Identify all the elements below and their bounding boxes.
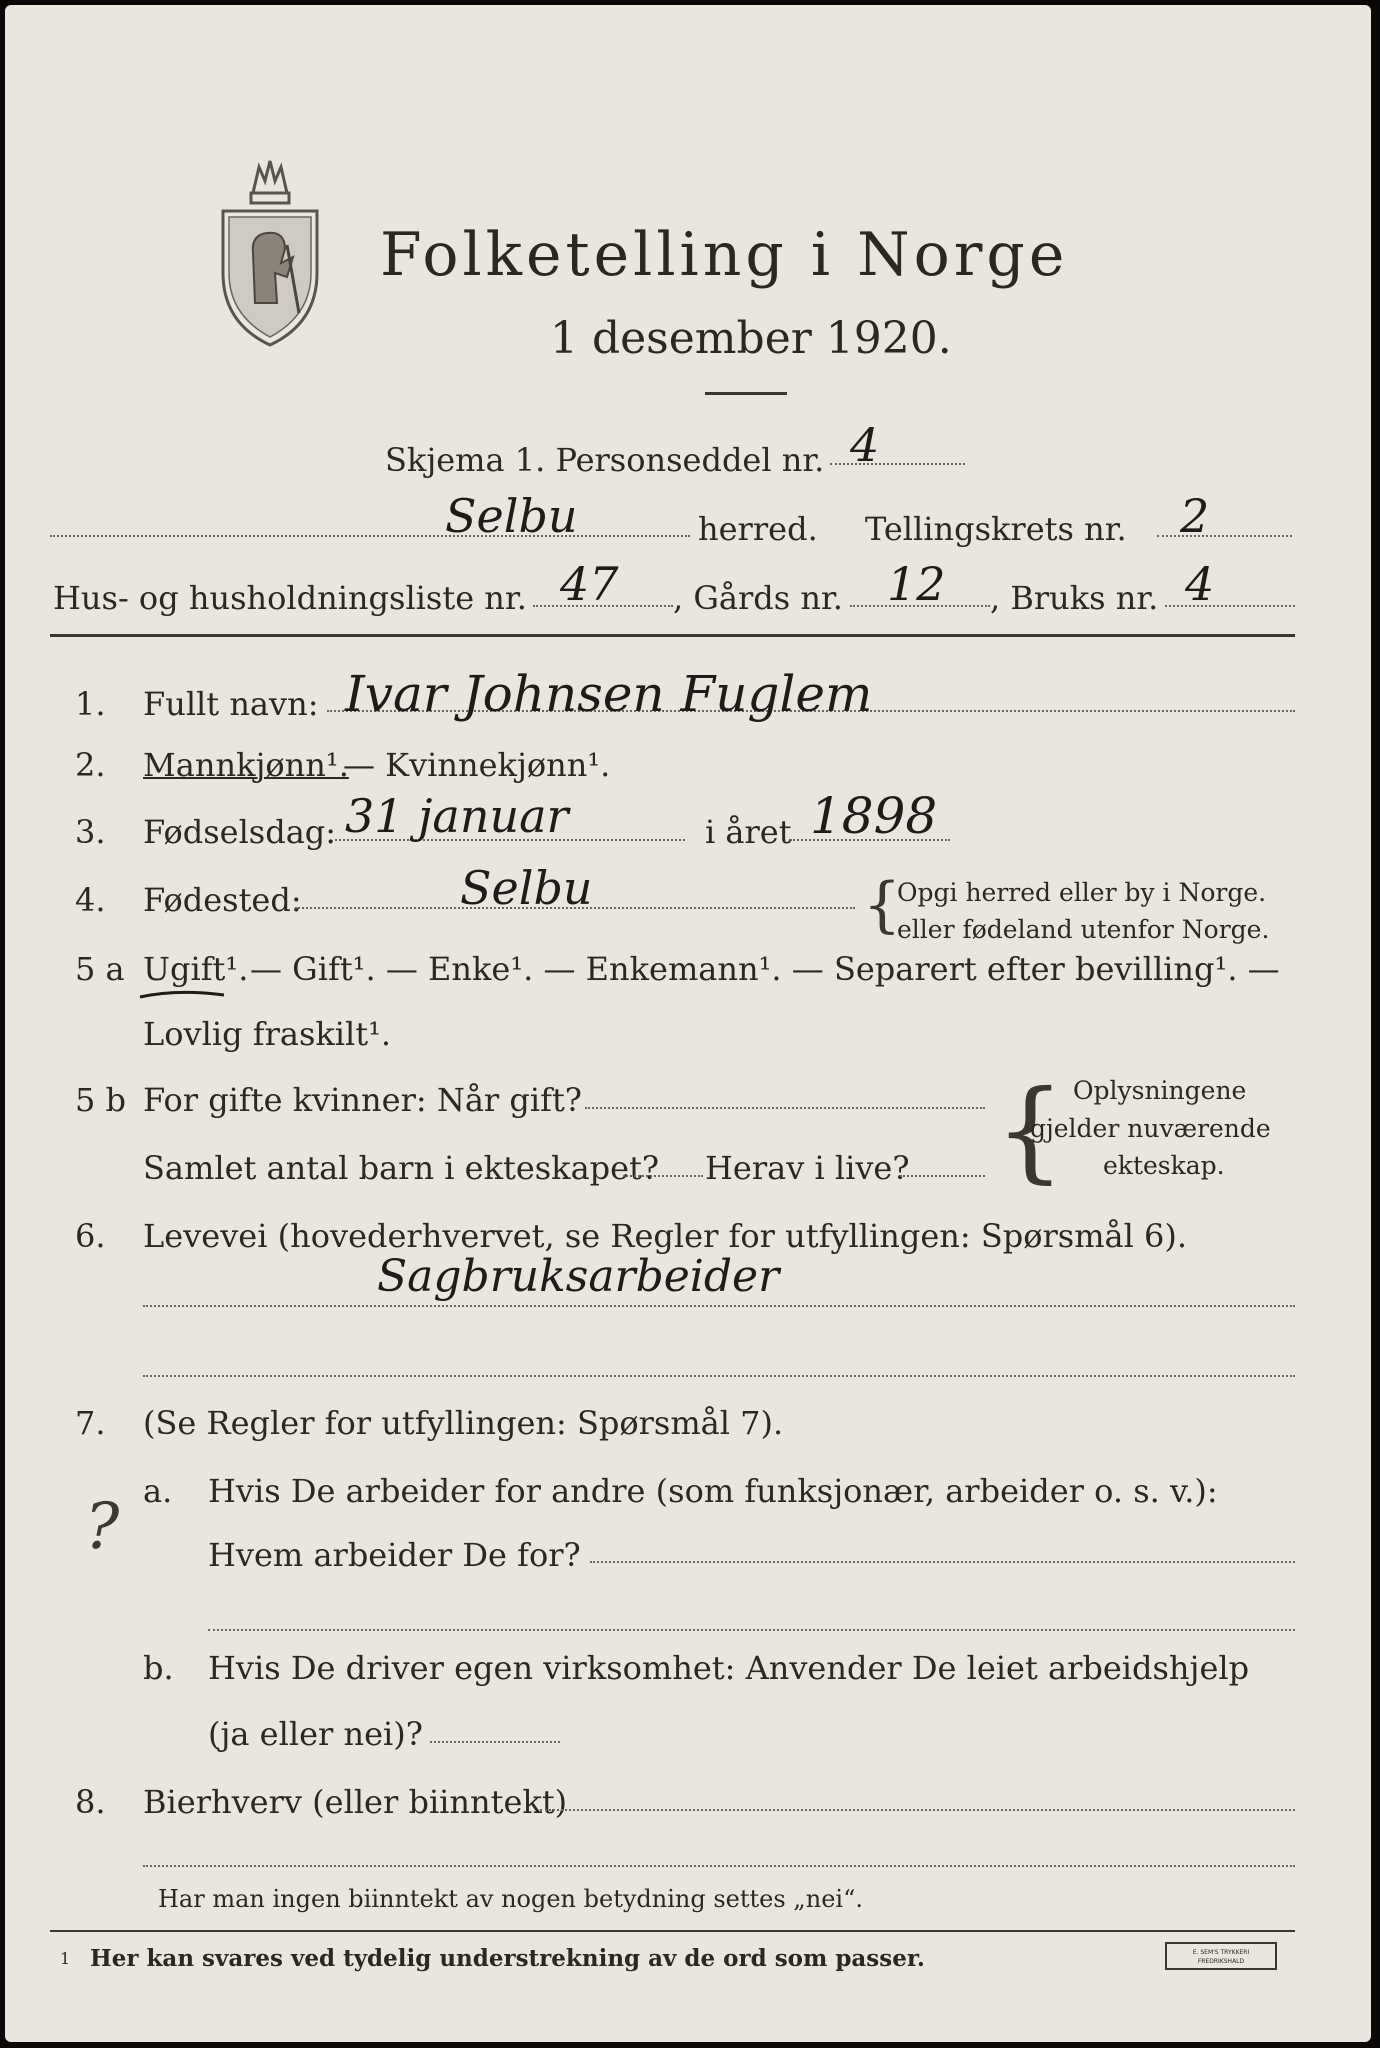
gards-number: 12 <box>887 557 946 611</box>
header-rule <box>50 634 1295 637</box>
q3-label: Fødselsdag: <box>143 813 337 851</box>
gender-options: — Kvinnekjønn¹. <box>343 746 611 784</box>
q4-brace: { <box>863 870 902 940</box>
q5b-brace: { <box>995 1066 1065 1194</box>
q6-label: Levevei (hovederhvervet, se Regler for utfyllingen: Spørsmål 6). <box>143 1217 1188 1255</box>
bruks-number: 4 <box>1185 557 1215 611</box>
title-divider <box>705 392 787 395</box>
q1-label: Fullt navn: <box>143 685 319 723</box>
q4-label: Fødested: <box>143 881 302 919</box>
q2-number: 2. <box>75 746 106 784</box>
q5b-note-line1: Oplysningene <box>1073 1076 1247 1105</box>
tellingskrets-label: Tellingskrets nr. <box>865 510 1127 548</box>
q8-number: 8. <box>75 1783 106 1821</box>
q7a-line1: Hvis De arbeider for andre (som funksjonær, arbeider o. s. v.): <box>208 1472 1218 1510</box>
footnote-number: 1 <box>60 1949 71 1968</box>
bruks-label: , Bruks nr. <box>990 579 1159 617</box>
marital-options-line2: Lovlig fraskilt¹. <box>143 1015 392 1053</box>
year-label: i året <box>705 813 792 851</box>
q4-note-line2: eller fødeland utenfor Norge. <box>897 915 1270 944</box>
biinntekt-note: Har man ingen biinntekt av nogen betydning settes „nei“. <box>158 1885 863 1913</box>
q1-number: 1. <box>75 685 106 723</box>
q7b-line1: Hvis De driver egen virksomhet: Anvender De leiet arbeidshjelp <box>208 1649 1250 1687</box>
tellingskrets-number: 2 <box>1180 489 1210 543</box>
q3-number: 3. <box>75 813 106 851</box>
q7b-letter: b. <box>143 1649 174 1687</box>
q5b-when-married-label: For gifte kvinner: Når gift? <box>143 1081 582 1119</box>
q7-label: (Se Regler for utfyllingen: Spørsmål 7). <box>143 1404 784 1442</box>
q7b-line2: (ja eller nei)? <box>208 1715 423 1753</box>
q5b-alive-label: Herav i live? <box>705 1149 910 1187</box>
printer-stamp-text: E. SEM'S TRYKKERI FREDRIKSHALD <box>1192 1949 1250 1965</box>
q5b-children-label: Samlet antal barn i ekteskapet? <box>143 1149 660 1187</box>
husholdningsliste-label: Hus- og husholdningsliste nr. <box>53 579 527 617</box>
footnote-text: Her kan svares ved tydelig understrekning av de ord som passer. <box>90 1945 925 1972</box>
q4-note-line1: Opgi herred eller by i Norge. <box>897 878 1267 907</box>
census-date: 1 desember 1920. <box>550 313 952 364</box>
birthplace-value: Selbu <box>460 861 593 915</box>
marital-options: — Gift¹. — Enke¹. — Enkemann¹. — Separert efter bevilling¹. — <box>250 950 1280 988</box>
norwegian-coat-of-arms-icon <box>215 153 325 353</box>
schema-label: Skjema 1. Personseddel nr. <box>385 441 825 479</box>
personseddel-number: 4 <box>850 418 880 472</box>
footnote-rule <box>50 1930 1295 1932</box>
printer-stamp <box>1165 1942 1277 1970</box>
gards-label: , Gårds nr. <box>673 579 843 617</box>
q8-label: Bierhverv (eller biinntekt) <box>143 1783 568 1821</box>
ugift-underline-mark <box>138 983 228 1007</box>
husholdningsliste-number: 47 <box>560 557 619 611</box>
gender-male-selected: Mannkjønn¹. <box>143 746 349 784</box>
marital-unmarried-selected: Ugift¹. <box>143 950 249 988</box>
form-title: Folketelling i Norge <box>380 220 1069 290</box>
q5b-note-line3: ekteskap. <box>1103 1151 1225 1180</box>
q5a-number: 5 a <box>75 950 125 988</box>
birth-year-value: 1898 <box>810 787 938 845</box>
q7a-line2: Hvem arbeider De for? <box>208 1536 581 1574</box>
margin-question-mark: ? <box>85 1490 120 1564</box>
herred-label: herred. <box>698 510 818 548</box>
occupation-value: Sagbruksarbeider <box>377 1251 780 1302</box>
herred-value: Selbu <box>445 489 578 543</box>
census-form-page <box>5 5 1371 2042</box>
q5b-note-line2: gjelder nuværende <box>1030 1114 1271 1143</box>
q5b-number: 5 b <box>75 1081 127 1119</box>
q6-number: 6. <box>75 1217 106 1255</box>
full-name-value: Ivar Johnsen Fuglem <box>345 665 873 723</box>
q4-number: 4. <box>75 881 106 919</box>
birthdate-value: 31 januar <box>345 789 569 843</box>
q7-number: 7. <box>75 1404 106 1442</box>
q7a-letter: a. <box>143 1472 173 1510</box>
